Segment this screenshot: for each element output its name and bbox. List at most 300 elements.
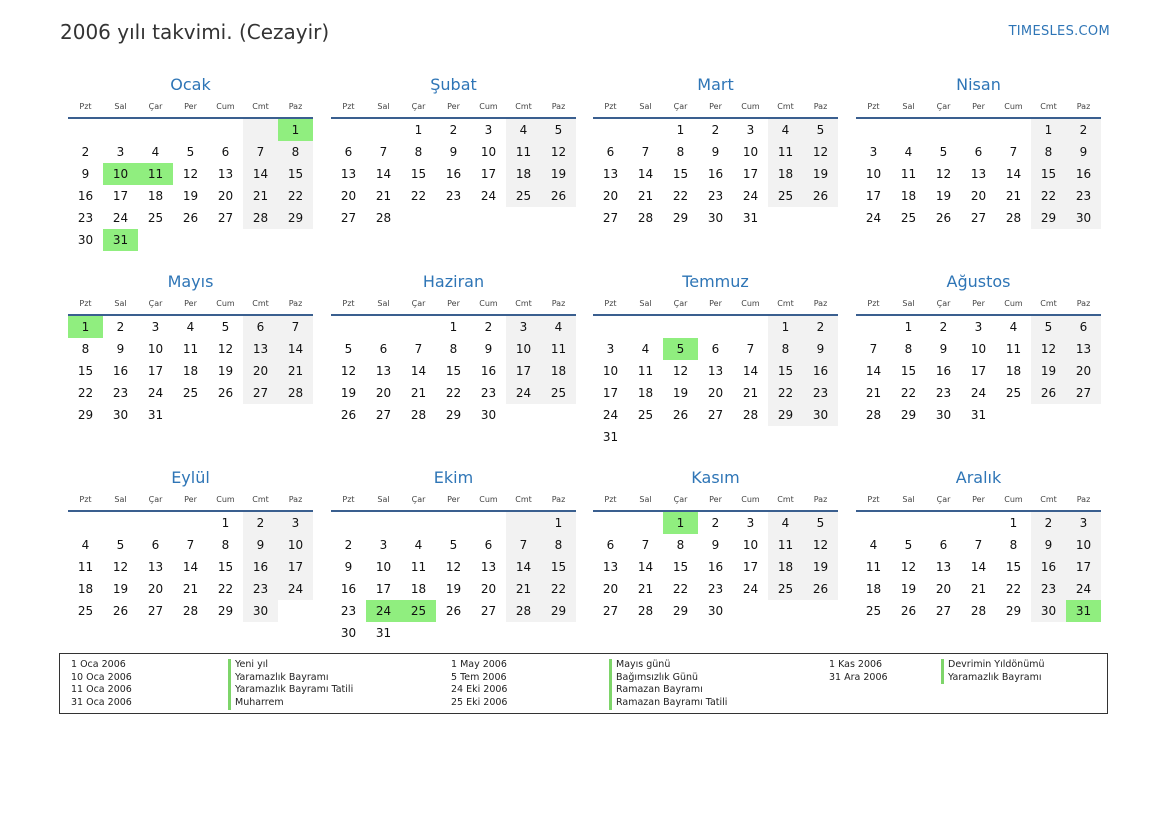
day-cell: 16 [112,364,129,378]
month-name: Ekim [433,468,474,487]
day-cell: 9 [484,342,493,356]
day-cell: 12 [340,364,357,378]
weekday-label: Sal [639,299,652,308]
empty-cell [366,119,401,141]
month-name: Eylül [171,468,210,487]
day-cell: 29 [1031,207,1066,229]
day-cell: 15 [1031,163,1066,185]
weekday-label: Cmt [515,102,532,111]
weekday-label: Sal [114,495,127,504]
day-cell: 20 [340,189,357,203]
empty-cell [278,404,313,426]
weekday-label: Sal [114,102,127,111]
day-cell: 29 [768,404,803,426]
day-cell: 8 [278,141,313,163]
day-cell: 22 [900,386,917,400]
weekday-label: Sal [639,495,652,504]
day-cell: 28 [742,408,759,422]
day-cell: 5 [803,119,838,141]
day-cell: 19 [803,556,838,578]
day-cell: 27 [480,604,497,618]
empty-cell [208,404,243,426]
day-cell: 13 [602,560,619,574]
legend-date: 5 Tem 2006 [451,671,507,683]
day-cell: 7 [974,538,983,552]
day-cell: 22 [541,578,576,600]
legend-date: 1 May 2006 [451,659,507,670]
empty-cell [278,600,313,622]
weekday-label: Cum [479,495,498,504]
day-cell: 21 [375,189,392,203]
day-cell: 10 [375,560,392,574]
day-cell: 13 [480,560,497,574]
day-cell: 15 [1005,560,1022,574]
legend-date: 31 Ara 2006 [829,671,888,683]
day-cell: 8 [1009,538,1018,552]
day-cell: 24 [112,211,129,225]
day-cell: 31 [970,408,987,422]
empty-cell [471,622,506,644]
month-name: Şubat [430,75,477,94]
day-cell: 27 [217,211,234,225]
empty-cell [996,404,1031,426]
empty-cell [663,316,698,338]
month-block [68,271,313,426]
day-cell: 11 [506,141,541,163]
weekday-label: Çar [411,102,426,111]
day-cell: 8 [449,342,458,356]
day-cell: 2 [484,320,493,334]
day-cell: 17 [278,556,313,578]
weekday-header [856,295,1101,312]
weekday-label: Cum [216,299,235,308]
day-cell: 17 [742,167,759,181]
weekday-label: Per [184,102,197,111]
day-cell: 9 [449,145,458,159]
weekday-label: Pzt [342,495,355,504]
legend-date: 31 Oca 2006 [71,697,132,709]
empty-cell [593,512,628,534]
legend-holiday: Yaramazlık Bayramı Tatili [228,684,353,697]
day-cell: 29 [672,211,689,225]
weekday-label: Cum [479,299,498,308]
legend-holiday: Bağımsızlık Günü [609,672,727,685]
day-cell: 25 [865,604,882,618]
day-cell: 20 [602,189,619,203]
weekday-label: Pzt [342,102,355,111]
day-cell: 21 [182,582,199,596]
month-name: Mart [697,75,734,94]
day-cell: 26 [541,185,576,207]
legend-date: 24 Eki 2006 [451,684,508,696]
empty-cell [628,426,663,448]
weekday-header [856,491,1101,508]
weekday-label: Paz [288,299,303,308]
day-cell: 7 [278,316,313,338]
day-cell: 6 [484,538,493,552]
day-cell: 20 [970,189,987,203]
weekday-label: Paz [551,102,566,111]
day-cell: 21 [637,582,654,596]
month-block [856,467,1101,622]
day-cell: 19 [217,364,234,378]
day-cell: 3 [379,538,388,552]
day-cell: 25 [147,211,164,225]
day-cell: 7 [243,141,278,163]
empty-cell [541,207,576,229]
day-cell: 15 [278,163,313,185]
day-cell: 3 [869,145,878,159]
legend-dates-2 [451,659,507,710]
day-cell: 3 [606,342,615,356]
weekday-label: Per [972,495,985,504]
day-cell: 17 [742,560,759,574]
empty-cell [1031,404,1066,426]
day-cell: 12 [935,167,952,181]
day-cell: 1 [768,316,803,338]
day-cell: 21 [243,185,278,207]
day-cell: 24 [366,600,401,622]
day-cell: 28 [865,408,882,422]
day-cell: 15 [410,167,427,181]
day-cell: 30 [803,404,838,426]
day-cell: 24 [1066,578,1101,600]
legend-dates-3 [829,659,888,684]
day-cell: 29 [77,408,94,422]
day-cell: 12 [803,141,838,163]
holiday-legend [59,653,1108,714]
day-cell: 27 [147,604,164,618]
day-cell: 31 [1066,600,1101,622]
day-cell: 7 [869,342,878,356]
weekday-label: Çar [148,299,163,308]
day-cell: 10 [480,145,497,159]
weekday-label: Cum [216,495,235,504]
day-cell: 19 [900,582,917,596]
day-cell: 2 [1031,512,1066,534]
day-cell: 24 [480,189,497,203]
day-cell: 10 [742,538,759,552]
empty-cell [366,316,401,338]
day-cell: 23 [935,386,952,400]
empty-cell [331,316,366,338]
legend-date: 11 Oca 2006 [71,684,132,696]
day-cell: 23 [340,604,357,618]
day-cell: 11 [1005,342,1022,356]
day-cell: 16 [1031,556,1066,578]
empty-cell [208,119,243,141]
weekday-label: Pzt [867,495,880,504]
empty-cell [768,207,803,229]
day-cell: 14 [375,167,392,181]
day-cell: 18 [637,386,654,400]
empty-cell [593,119,628,141]
legend-holiday: Yaramazlık Bayramı [941,672,1045,685]
empty-cell [891,512,926,534]
day-cell: 29 [217,604,234,618]
day-cell: 22 [1005,582,1022,596]
weekday-label: Pzt [342,299,355,308]
day-cell: 30 [707,604,724,618]
day-cell: 6 [606,538,615,552]
day-cell: 22 [278,185,313,207]
weekday-label: Sal [902,495,915,504]
day-cell: 7 [641,145,650,159]
empty-cell [436,512,471,534]
empty-cell [541,404,576,426]
weekday-label: Cmt [252,495,269,504]
empty-cell [68,119,103,141]
day-cell: 8 [1031,141,1066,163]
weekday-label: Per [709,495,722,504]
weekday-label: Çar [673,495,688,504]
weekday-label: Cum [741,495,760,504]
legend-dates-1 [71,659,132,710]
day-cell: 9 [803,338,838,360]
empty-cell [856,512,891,534]
day-cell: 14 [278,338,313,360]
day-cell: 3 [974,320,983,334]
day-cell: 27 [243,382,278,404]
weekday-label: Pzt [604,495,617,504]
day-cell: 22 [445,386,462,400]
weekday-label: Per [184,495,197,504]
weekday-label: Sal [902,299,915,308]
day-cell: 26 [803,185,838,207]
day-cell: 30 [243,600,278,622]
empty-cell [138,229,173,251]
day-cell: 6 [974,145,983,159]
weekday-label: Sal [639,102,652,111]
month-block [593,74,838,229]
weekday-header [331,491,576,508]
day-cell: 2 [81,145,90,159]
day-cell: 2 [344,538,353,552]
month-block [331,74,576,229]
day-cell: 8 [221,538,230,552]
day-cell: 20 [602,582,619,596]
day-cell: 3 [278,512,313,534]
weekday-label: Pzt [604,299,617,308]
day-cell: 16 [243,556,278,578]
empty-cell [103,512,138,534]
day-cell: 14 [410,364,427,378]
day-cell: 30 [480,408,497,422]
day-cell: 23 [803,382,838,404]
empty-cell [278,229,313,251]
day-cell: 15 [217,560,234,574]
day-cell: 23 [77,211,94,225]
day-cell: 28 [506,600,541,622]
day-cell: 5 [939,145,948,159]
empty-cell [208,229,243,251]
day-cell: 17 [375,582,392,596]
legend-date: 25 Eki 2006 [451,697,508,709]
day-cell: 23 [707,582,724,596]
legend-date: 1 Oca 2006 [71,659,126,670]
day-cell: 4 [186,320,195,334]
month-name: Temmuz [682,272,749,291]
day-cell: 15 [77,364,94,378]
day-cell: 3 [506,316,541,338]
day-cell: 24 [147,386,164,400]
weekday-label: Çar [936,495,951,504]
day-cell: 4 [869,538,878,552]
month-block [593,467,838,622]
day-cell: 24 [278,578,313,600]
day-cell: 31 [742,211,759,225]
day-cell: 12 [182,167,199,181]
day-cell: 22 [1031,185,1066,207]
day-cell: 30 [112,408,129,422]
day-cell: 4 [768,119,803,141]
weekday-label: Pzt [867,102,880,111]
day-cell: 23 [1031,578,1066,600]
day-grid [856,512,1101,622]
day-cell: 15 [900,364,917,378]
day-cell: 14 [865,364,882,378]
legend-date: 1 Kas 2006 [829,659,883,670]
day-grid [856,316,1101,426]
day-cell: 11 [182,342,199,356]
day-cell: 7 [641,538,650,552]
day-cell: 6 [939,538,948,552]
day-cell: 15 [672,560,689,574]
day-cell: 13 [935,560,952,574]
day-cell: 23 [112,386,129,400]
day-cell: 22 [77,386,94,400]
day-cell: 5 [344,342,353,356]
day-cell: 31 [375,626,392,640]
day-cell: 21 [278,360,313,382]
weekday-label: Cum [741,102,760,111]
day-cell: 25 [768,185,803,207]
day-cell: 13 [375,364,392,378]
day-cell: 6 [151,538,160,552]
day-cell: 5 [803,512,838,534]
empty-cell [541,622,576,644]
weekday-label: Çar [148,102,163,111]
day-cell: 14 [243,163,278,185]
day-cell: 1 [278,119,313,141]
day-cell: 2 [449,123,458,137]
day-cell: 20 [707,386,724,400]
day-cell: 16 [480,364,497,378]
weekday-label: Çar [673,102,688,111]
day-cell: 18 [900,189,917,203]
day-cell: 18 [410,582,427,596]
day-cell: 16 [445,167,462,181]
day-cell: 3 [116,145,125,159]
day-cell: 11 [410,560,427,574]
day-cell: 21 [1005,189,1022,203]
day-cell: 2 [939,320,948,334]
day-cell: 19 [182,189,199,203]
day-cell: 1 [541,512,576,534]
day-cell: 1 [904,320,913,334]
site-link[interactable]: TIMESLES.COM [1008,24,1110,39]
day-cell: 24 [742,189,759,203]
empty-cell [366,512,401,534]
day-cell: 16 [1066,163,1101,185]
weekday-label: Per [447,299,460,308]
empty-cell [961,512,996,534]
weekday-header [331,98,576,115]
day-cell: 28 [410,408,427,422]
day-cell: 20 [243,360,278,382]
weekday-label: Per [709,299,722,308]
day-cell: 6 [243,316,278,338]
day-cell: 26 [900,604,917,618]
empty-cell [471,207,506,229]
day-cell: 14 [506,556,541,578]
day-cell: 28 [1005,211,1022,225]
legend-holiday: Ramazan Bayramı Tatili [609,697,727,710]
day-cell: 24 [742,582,759,596]
empty-cell [803,207,838,229]
day-grid [331,119,576,229]
day-cell: 20 [935,582,952,596]
legend-holiday: Yeni yıl [228,659,353,672]
month-name: Mayıs [167,272,214,291]
day-cell: 26 [182,211,199,225]
empty-cell [803,426,838,448]
weekday-label: Paz [551,299,566,308]
day-cell: 25 [77,604,94,618]
day-cell: 28 [243,207,278,229]
empty-cell [698,316,733,338]
empty-cell [173,229,208,251]
day-cell: 27 [1066,382,1101,404]
day-cell: 13 [340,167,357,181]
empty-cell [506,512,541,534]
day-cell: 9 [243,534,278,556]
day-cell: 15 [672,167,689,181]
weekday-label: Cmt [1040,102,1057,111]
day-cell: 5 [904,538,913,552]
empty-cell [768,426,803,448]
weekday-label: Sal [377,495,390,504]
day-grid [593,512,838,622]
day-cell: 29 [900,408,917,422]
empty-cell [1066,404,1101,426]
weekday-label: Çar [411,495,426,504]
day-cell: 31 [103,229,138,251]
day-cell: 1 [68,316,103,338]
empty-cell [331,512,366,534]
weekday-label: Cmt [252,102,269,111]
day-cell: 7 [1009,145,1018,159]
weekday-label: Cum [741,299,760,308]
day-cell: 13 [602,167,619,181]
day-cell: 12 [900,560,917,574]
day-cell: 14 [1005,167,1022,181]
day-cell: 4 [151,145,160,159]
day-cell: 8 [904,342,913,356]
empty-cell [506,622,541,644]
month-block [68,74,313,251]
empty-cell [138,119,173,141]
month-block [856,74,1101,229]
day-cell: 12 [217,342,234,356]
day-cell: 27 [375,408,392,422]
weekday-label: Cmt [515,495,532,504]
day-cell: 1 [449,320,458,334]
day-cell: 9 [711,538,720,552]
day-cell: 17 [506,360,541,382]
day-cell: 5 [221,320,230,334]
weekday-header [331,295,576,312]
